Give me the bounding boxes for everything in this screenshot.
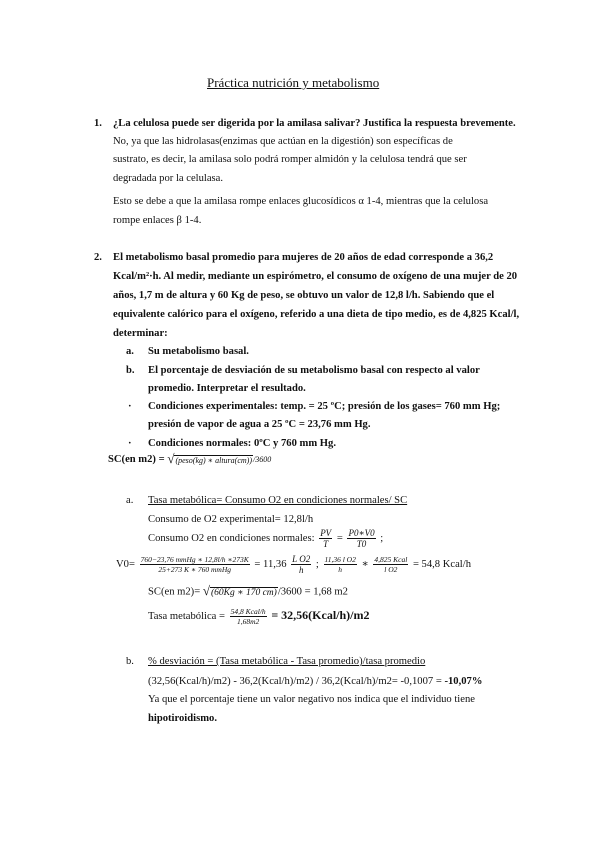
q1-answer-line: No, ya que las hidrolasas(enzimas que actúan en la digestión) son específicas de bbox=[113, 136, 453, 147]
sc-radicand: (60Kg ∗ 170 cm) bbox=[210, 588, 277, 598]
fraction-tasa: $\frac{\text{54,8 Kcal/h}}{1,68m2}$ bbox=[230, 607, 266, 627]
q2-question-line: El metabolismo basal promedio para mujeres de 20 años de edad corresponde a 36,2 bbox=[113, 252, 494, 263]
sqrt-symbol: √(60Kg ∗ 170 cm) bbox=[202, 583, 277, 598]
tasa-label: Tasa metabólica = bbox=[148, 611, 226, 622]
q2-item-text: Su metabolismo basal. bbox=[148, 346, 249, 357]
q2-item-text: promedio. Interpretar el resultado. bbox=[148, 383, 306, 394]
fraction-o2-per-hour: $\frac{\text{11,36 l O2}}{h}$ bbox=[324, 555, 356, 575]
q2-question-line: Kcal/m²·h. Al medir, mediante un espirómetro, el consumo de oxígeno de una mujer de 20 bbox=[113, 271, 518, 282]
deviation-result: -10,07% bbox=[444, 676, 483, 687]
q2-item-text: El porcentaje de desviación de su metabolismo basal con respecto al valor bbox=[148, 365, 480, 376]
answer-a-heading: Tasa metabólica= Consumo O2 en condiciones normales/ SC bbox=[148, 495, 408, 506]
consumo-experimental: Consumo de O2 experimental= 12,8l/h bbox=[148, 514, 314, 525]
q1-answer-line: rompe enlaces β 1-4. bbox=[113, 215, 202, 226]
tasa-result: = 32,56(Kcal/h)/m2 bbox=[271, 608, 370, 622]
sc-row bbox=[148, 584, 348, 600]
fraction-v0: $\frac{\text{760−23,76 mmHg ∗ 12,8l/h ∗273K}}{\text{25+273 K ∗ 760 mmHg}}$ bbox=[140, 555, 249, 575]
fraction-kcal-per-lo2: $\frac{\text{4,825 Kcal}}{\text{l O2}}$ bbox=[374, 555, 408, 575]
tasa-row bbox=[148, 602, 370, 630]
q2-item-text: presión de vapor de agua a 25 ºC = 23,76 mm Hg. bbox=[148, 419, 371, 430]
deviation-calc: (32,56(Kcal/h)/m2) - 36,2(Kcal/h)/m2) / 36,2(Kcal/h)/m2= -0,1007 = -10,07% bbox=[148, 676, 483, 687]
fraction-lo2-h: $\frac{\text{L O2}}{h}$ bbox=[292, 554, 311, 576]
sc-formula-label: SC(en m2) = bbox=[108, 453, 165, 465]
answer-a-marker: a. bbox=[126, 495, 134, 506]
consumo-normal-label: Consumo O2 en condiciones normales: bbox=[148, 533, 315, 544]
q2-bullet-marker: · bbox=[128, 401, 132, 412]
v0-row: V0= $\frac{\text{760−23,76 mmHg ∗ 12,8l/h ∗273K}}{\text{25+273 K ∗ 760 mmHg}}$ = 11,36 $\frac{\text{L O2}}{h}$ ; $\frac{\text{11,36 l O2}}{h}$ ∗ $\frac{\text{4,825 Kcal}}{\text{l O2}}$ = 54,8 Kcal/h bbox=[116, 554, 471, 576]
answer-b-heading: % desviación = (Tasa metabólica - Tasa promedio)/tasa promedio bbox=[148, 656, 426, 667]
sc-formula-tail: /3600 bbox=[252, 454, 272, 464]
q1-answer-line: sustrato, es decir, la amilasa solo podrá romper almidón y la celulosa tendrá que ser bbox=[113, 154, 467, 165]
q1-question: ¿La celulosa puede ser digerida por la amilasa salivar? Justifica la respuesta brevemente. bbox=[113, 118, 516, 129]
energy-result: = 54,8 Kcal/h bbox=[412, 559, 471, 570]
q2-number: 2. bbox=[94, 252, 102, 263]
sc-formula-radicand: (peso(kg) ∗ altura(cm)) bbox=[175, 456, 252, 465]
sc-label: SC(en m2)= bbox=[148, 586, 201, 598]
q1-number: 1. bbox=[94, 118, 102, 129]
consumo-normal-row: Consumo O2 en condiciones normales: $\frac{PV}{T}$ = $\frac{P0∗V0}{T0}$ ; bbox=[148, 528, 384, 550]
fraction-p0v0-t0: $\frac{P0∗V0}{T0}$ bbox=[348, 528, 375, 550]
sc-tail: /3600 = 1,68 m2 bbox=[277, 586, 348, 598]
q2-question-line: determinar: bbox=[113, 328, 168, 339]
sc-formula bbox=[108, 452, 271, 467]
q2-bullet-marker: · bbox=[128, 438, 132, 449]
answer-b-marker: b. bbox=[126, 656, 134, 667]
q2-item-text: Condiciones normales: 0ºC y 760 mm Hg. bbox=[148, 438, 336, 449]
interpretation-line: Ya que el porcentaje tiene un valor negativo nos indica que el individuo tiene bbox=[148, 694, 475, 705]
fraction-pv-t: $\frac{PV}{T}$ bbox=[320, 528, 332, 550]
v0-label: V0= bbox=[116, 559, 135, 570]
page-title: Práctica nutrición y metabolismo bbox=[207, 75, 380, 90]
q2-item-marker: a. bbox=[126, 346, 134, 357]
q1-answer-line: Esto se debe a que la amilasa rompe enlaces glucosídicos α 1-4, mientras que la celulosa bbox=[113, 196, 489, 207]
interpretation-conclusion: hipotiroidismo. bbox=[148, 713, 217, 724]
q1-answer-line: degradada por la celulasa. bbox=[113, 173, 223, 184]
q2-item-marker: b. bbox=[126, 365, 135, 376]
q2-question-line: años, 1,7 m de altura y 60 Kg de peso, se obtuvo un valor de 12,8 l/h. Sabiendo que el bbox=[113, 290, 495, 301]
q2-question-line: equivalente calórico para el oxígeno, referido a una dieta de tipo medio, es de 4,825 Kcal/l, bbox=[113, 309, 520, 320]
v0-result: = 11,36 bbox=[254, 559, 287, 570]
q2-item-text: Condiciones experimentales: temp. = 25 ºC; presión de los gases= 760 mm Hg; bbox=[148, 401, 501, 412]
sqrt-symbol: √(peso(kg) ∗ altura(cm)) bbox=[167, 451, 252, 466]
